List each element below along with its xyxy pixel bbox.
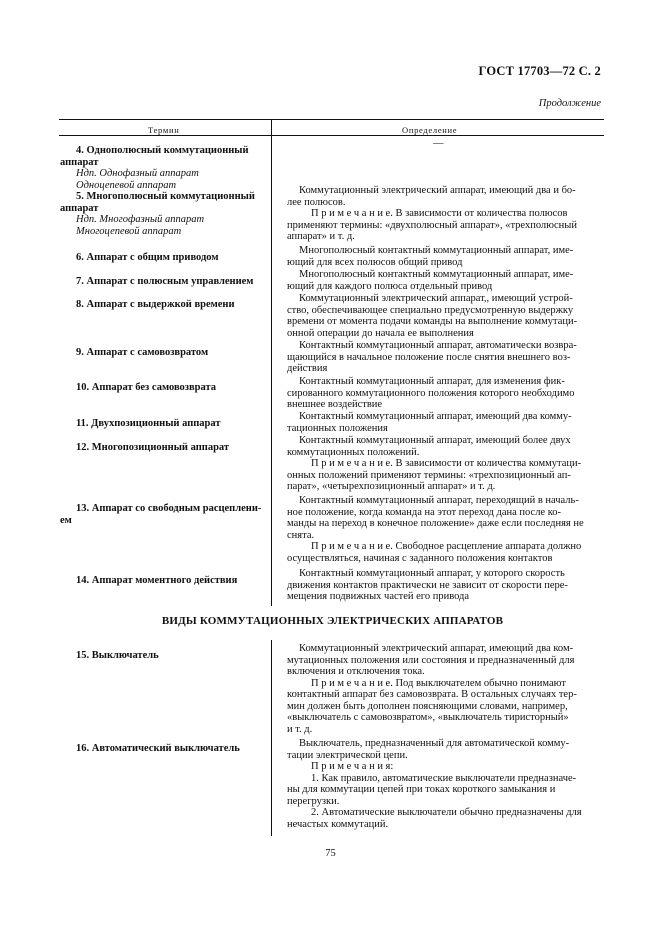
column-definition-header: Определение — [402, 125, 458, 135]
definition-14: Контактный коммутационный аппарат, у которого скорость движения контактов практически не зависит от скорости пере- мещения подвижных частей его привода — [287, 568, 568, 602]
definition-7: Многополюсный контактный коммутационный аппарат, име- ющий для каждого полюса отдельный привод — [287, 269, 574, 292]
term-7: 7. Аппарат с полюсным управлением — [76, 276, 254, 287]
term-8: 8. Аппарат с выдержкой времени — [76, 299, 235, 310]
term-9: 9. Аппарат с самовозвратом — [76, 347, 209, 358]
definition-13: Контактный коммутационный аппарат, переходящий в началь- ное положение, когда команда на этот переход дана после ко- манды на переход в конечное положение» даже если последняя не снята. П р и м е ч а н и е. Свободное расцепление аппарата должно осуществляться, начиная с заданного положения контактов — [287, 495, 584, 564]
standard-id: ГОСТ 17703—72 С. 2 — [478, 64, 601, 78]
term-4: 4. Однополюсный коммутационный аппарат Ндп. Однофазный аппарат Одноцепевой аппарат — [60, 145, 249, 191]
term-14: 14. Аппарат моментного действия — [76, 575, 238, 586]
definition-10: Контактный коммутационный аппарат, для изменения фик- сированного коммутационного положения которого необходимо внешнее воздействие — [287, 376, 575, 410]
term-10: 10. Аппарат без самовозврата — [76, 382, 217, 393]
page-number: 75 — [325, 848, 336, 859]
definition-9: Контактный коммутационный аппарат, автоматически возвра- щающийся в начальное положение после снятия внешнего воз- действия — [287, 340, 577, 374]
term-15: 15. Выключатель — [76, 650, 159, 661]
section-title: ВИДЫ КОММУТАЦИОННЫХ ЭЛЕКТРИЧЕСКИХ АППАРАТОВ — [161, 615, 504, 627]
column-term-header: Термин — [148, 125, 180, 135]
definition-16: Выключатель, предназначенный для автоматической комму- тации электрической цепи. П р и м е ч а н и я: 1. Как правило, автоматические выключатели предназначе- ны для коммутации цепей при токах короткого замыкания и перегрузки. 2. Автоматические выключатели обычно предназначены для нечастых коммутаций. — [287, 738, 582, 830]
term-11: 11. Двухпозиционный аппарат — [76, 418, 221, 429]
definition-15: Коммутационный электрический аппарат, имеющий два ком- мутационных положения или состояния и предназначенный для включения и отключения тока. П р и м е ч а н и е. Под выключателем обычно понимают контактный аппарат без самовозврата. В остальных случаях тер- мин должен быть дополнен поясняющими словами, например, «выключатель с самовозвратом», «выключатель тиристорный» и т. д. — [287, 643, 577, 735]
term-5: 5. Многополюсный коммутационный аппарат Ндп. Многофазный аппарат Многоцепевой аппарат — [60, 191, 255, 237]
definition-11: Контактный коммутационный аппарат, имеющий два комму- тационных положения — [287, 411, 572, 434]
definition-12: Контактный коммутационный аппарат, имеющий более двух коммутационных положений. П р и м е ч а н и е. В зависимости от количества коммутаци- онных положений применяют термины: «трехпозиционный ап- парат», «четырехпозиционный аппарат» и т. д. — [287, 435, 582, 492]
table2-column-divider — [271, 640, 272, 836]
definition-6: Многополюсный контактный коммутационный аппарат, име- ющий для всех полюсов общий привод — [287, 245, 574, 268]
definition-8: Коммутационный электрический аппарат,, имеющий устрой- ство, обеспечивающее специально предусмотренную выдержку времени от момента подачи команды на выполнение коммутаци- онной операции до начала ее выполнения — [287, 293, 578, 339]
table-header-rule — [59, 135, 604, 136]
definition-5: Коммутационный электрический аппарат, имеющий два и бо- лее полюсов. П р и м е ч а н и е. В зависимости от количества полюсов применяют термины: «двухполюсный аппарат», «трехполюсный аппарат» и т. д. — [287, 185, 577, 242]
term-16: 16. Автоматический выключатель — [76, 743, 240, 754]
table-top-rule — [59, 119, 604, 120]
row4-definition-dash: — — [433, 138, 444, 149]
continuation-label: Продолжение — [538, 98, 601, 109]
table1-column-divider — [271, 136, 272, 606]
term-6: 6. Аппарат с общим приводом — [76, 252, 219, 263]
term-12: 12. Многопозиционный аппарат — [76, 442, 230, 453]
term-13: 13. Аппарат со свободным расцеплени- ем — [60, 503, 262, 526]
header-column-divider — [271, 120, 272, 135]
